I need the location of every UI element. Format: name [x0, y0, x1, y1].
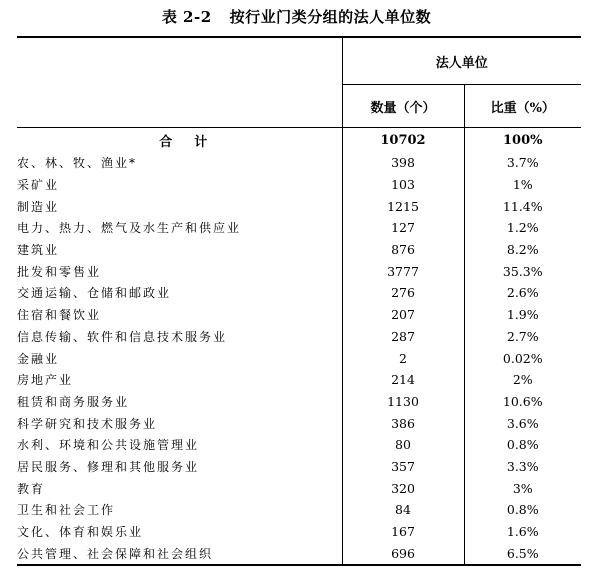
- industry-name: 公共管理、社会保障和社会组织: [17, 542, 342, 565]
- unit-count: 357: [342, 456, 464, 478]
- industry-name: 水利、环境和公共设施管理业: [17, 434, 342, 456]
- unit-count: 287: [342, 326, 464, 348]
- table-row: [17, 477, 581, 499]
- table-row: [17, 174, 581, 196]
- count-header: 数量（个）: [342, 85, 464, 128]
- industry-table: [17, 36, 581, 566]
- total-count: 10702: [342, 128, 464, 153]
- header-row-group: [17, 37, 581, 85]
- unit-count: 876: [342, 239, 464, 261]
- industry-name: 文化、体育和娱乐业: [17, 521, 342, 543]
- unit-share: 35.3%: [502, 263, 543, 279]
- unit-share: 0.8%: [506, 502, 539, 518]
- table-title: [0, 6, 593, 27]
- unit-share: 0.02%: [502, 350, 543, 366]
- industry-name: 教育: [17, 477, 342, 499]
- unit-share: 2%: [512, 372, 533, 388]
- unit-share: 11.4%: [502, 198, 543, 214]
- table-number: 表 2-2: [161, 8, 212, 26]
- unit-share: 10.6%: [502, 393, 543, 409]
- table-row: [17, 369, 581, 391]
- unit-share: 3.6%: [506, 415, 539, 431]
- share-header: 比重（%）: [490, 100, 555, 116]
- industry-name: 信息传输、软件和信息技术服务业: [17, 326, 342, 348]
- total-share: 100%: [464, 128, 581, 153]
- table-row: [17, 304, 581, 326]
- industry-name: 居民服务、修理和其他服务业: [17, 456, 342, 478]
- table-row: [17, 347, 581, 369]
- unit-count: 214: [342, 369, 464, 391]
- table-row: [17, 260, 581, 282]
- unit-share: 1.2%: [506, 220, 539, 236]
- unit-count: 398: [342, 152, 464, 174]
- unit-count: 207: [342, 304, 464, 326]
- unit-count: 2: [342, 347, 464, 369]
- stub-header: [17, 37, 342, 128]
- table-row: [17, 217, 581, 239]
- unit-count: 3777: [342, 260, 464, 282]
- table-row: [17, 456, 581, 478]
- unit-share: 1%: [512, 177, 533, 193]
- unit-share: 1.9%: [506, 307, 539, 323]
- industry-name: 交通运输、仓储和邮政业: [17, 282, 342, 304]
- unit-share: 6.5%: [464, 542, 581, 565]
- table-row: [17, 282, 581, 304]
- table-row: [17, 521, 581, 543]
- table-row: [17, 195, 581, 217]
- unit-count: 167: [342, 521, 464, 543]
- unit-share: 0.8%: [506, 437, 539, 453]
- table-row: [17, 412, 581, 434]
- total-label: 合计: [17, 128, 342, 153]
- table-row: [17, 152, 581, 174]
- industry-name: 制造业: [17, 195, 342, 217]
- industry-name: 金融业: [17, 347, 342, 369]
- group-header: 法人单位: [342, 37, 581, 85]
- unit-count: 1130: [342, 391, 464, 413]
- industry-name: 建筑业: [17, 239, 342, 261]
- unit-share: 1.6%: [506, 524, 539, 540]
- unit-share: 3%: [512, 480, 533, 496]
- industry-name: 批发和零售业: [17, 260, 342, 282]
- total-row: [17, 128, 581, 153]
- unit-share: 8.2%: [506, 242, 539, 258]
- industry-name: 农、林、牧、渔业*: [17, 152, 342, 174]
- industry-name: 住宿和餐饮业: [17, 304, 342, 326]
- unit-count: 84: [342, 499, 464, 521]
- table-row: [17, 542, 581, 565]
- industry-name: 科学研究和技术服务业: [17, 412, 342, 434]
- unit-count: 1215: [342, 195, 464, 217]
- table-row: [17, 434, 581, 456]
- industry-name: 采矿业: [17, 174, 342, 196]
- unit-count: 386: [342, 412, 464, 434]
- unit-count: 127: [342, 217, 464, 239]
- unit-count: 276: [342, 282, 464, 304]
- table-row: [17, 391, 581, 413]
- table-row: [17, 499, 581, 521]
- unit-share: 3.7%: [506, 155, 539, 171]
- table-title-text: 按行业门类分组的法人单位数: [229, 8, 432, 26]
- industry-name: 租赁和商务服务业: [17, 391, 342, 413]
- unit-count: 320: [342, 477, 464, 499]
- unit-share: 2.7%: [506, 328, 539, 344]
- unit-count: 103: [342, 174, 464, 196]
- unit-share: 3.3%: [506, 458, 539, 474]
- unit-count: 80: [342, 434, 464, 456]
- unit-count: 696: [342, 542, 464, 565]
- industry-name: 卫生和社会工作: [17, 499, 342, 521]
- table-row: [17, 239, 581, 261]
- industry-name: 房地产业: [17, 369, 342, 391]
- table-row: [17, 326, 581, 348]
- unit-share: 2.6%: [506, 285, 539, 301]
- industry-name: 电力、热力、燃气及水生产和供应业: [17, 217, 342, 239]
